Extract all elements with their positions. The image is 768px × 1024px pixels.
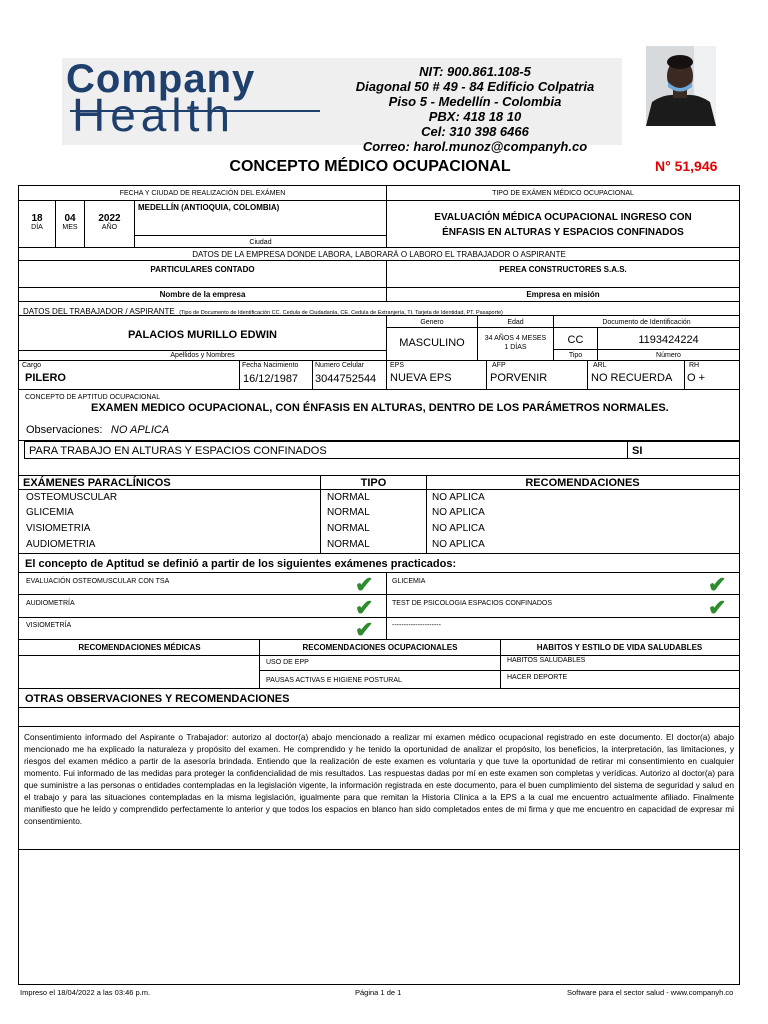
city-cell (134, 200, 387, 248)
rec-divider-2 (500, 655, 501, 689)
birth-value: 16/12/1987 (243, 373, 299, 385)
mission-company-name: PEREA CONSTRUCTORES S.A.S. (499, 265, 627, 274)
worker-header-note: (Tipo de Documento de Identificación CC. Cedula de Ciudadanía, CE. Cedula de Extranjería, TI. Tarjeta de Identidad, PT. Pasaporte) (179, 310, 503, 316)
eps-value: NUEVA EPS (390, 372, 452, 384)
arl-value: NO RECUERDA (591, 372, 673, 384)
month-cell (55, 200, 85, 248)
eps-cell (386, 360, 487, 390)
rh-label: RH (689, 362, 700, 369)
paraclinic-rec-3: NO APLICA (432, 523, 485, 534)
age-line2: 1 DÍAS (504, 344, 527, 351)
cargo-value: PILERO (25, 372, 66, 384)
practiced-left-1: EVALUACIÓN OSTEOMUSCULAR CON TSA (26, 578, 170, 585)
phone-value: 3044752544 (315, 373, 377, 385)
practiced-row-line-2 (18, 617, 740, 618)
afp-label: AFP (492, 362, 506, 369)
paraclinics-header-type: TIPO (320, 476, 427, 490)
rh-cell (684, 360, 740, 390)
observations-value: NO APLICA (110, 424, 170, 436)
work-heights-label: PARA TRABAJO EN ALTURAS Y ESPACIOS CONFINADOS (24, 441, 628, 459)
paraclinics-header-exam: EXÁMENES PARACLÍNICOS (19, 476, 321, 490)
cel-text: Cel: 310 398 6466 (421, 124, 529, 139)
mission-company-label: Empresa en misión (387, 287, 739, 302)
id-type-cell (553, 327, 598, 361)
exam-type-cell (386, 200, 740, 248)
paraclinic-exam-3: VISIOMETRIA (26, 523, 91, 534)
rh-value: O + (687, 372, 706, 384)
email-text: Correo: harol.munoz@companyh.co (362, 139, 588, 154)
observations-row (26, 420, 739, 438)
id-number-label: Número (598, 349, 739, 361)
worker-header: DATOS DEL TRABAJADOR / ASPIRANTE (23, 307, 175, 316)
paraclinic-rec-1: NO APLICA (432, 492, 485, 503)
worker-name: PALACIOS MURILLO EDWIN (128, 329, 277, 341)
cargo-cell (18, 360, 240, 390)
other-observations-header: OTRAS OBSERVACIONES Y RECOMENDACIONES (18, 688, 740, 708)
work-heights-value: SI (627, 441, 740, 459)
habit-rec-2: HACER DEPORTE (507, 674, 568, 681)
observations-label: Observaciones: (26, 424, 103, 436)
day-label: DÍA (31, 224, 43, 231)
company-header: DATOS DE LA EMPRESA DONDE LABORA, LABORARÁ O LABORO EL TRABAJADOR O ASPIRANTE (18, 247, 740, 261)
footer-software: Software para el sector salud - www.companyh.co (567, 988, 734, 997)
exam-type-header: TIPO DE EXÁMEN MÉDICO OCUPACIONAL (386, 185, 740, 201)
logo-company-text: Company (66, 57, 256, 101)
age-cell (477, 327, 554, 361)
paraclinic-type-3: NORMAL (327, 523, 370, 534)
practiced-row-line-1 (18, 594, 740, 595)
checkmark-icon: ✔ (708, 595, 727, 620)
nit-text: NIT: 900.861.108-5 (419, 64, 531, 79)
consent-text: Consentimiento informado del Aspirante o Trabajador: autorizo al doctor(a) abajo mencionado a realizar mi examen médico ocupacional registrado en este documento. El doctor(a) abajo mencionado me ha explicado la naturaleza y propósito del examen. He comprendido y he tenido la oportunidad de analizar el propósito, los beneficios, la interpretación, las limitaciones, y riesgos del examen médico a partir de la asesoría brindada. Entiendo que la realización de este examen es voluntaria y que tuve la oportunidad de retirar mi consentimiento en cualquier momento. Fui informado de las medidas para proteger la confidencialidad de mis resultados. Las respuestas dadas por mí en este examen son completas y verídicas. Autorizo al doctor(a) para que suministre a las personas o entidades contempladas en la legislación vigente, la información registrada en este documento, para el buen cumplimiento del sistema de seguridad y salud en el trabajo y para las situaciones contempladas en la misma legislación, igualmente para que remitan la Historia Clínica a la EPS a la cual me encuentro actualmente afiliado. Finalmente manifiesto que he leído y comprendido perfectamente lo anterior y que todos los espacios en blanco han sido completados entes de mi firma y que me encuentro en capacidad de expresar mi consentimiento. (24, 732, 734, 826)
paraclinics-divider-2 (426, 490, 427, 554)
phone-cell (312, 360, 387, 390)
address-text: Diagonal 50 # 49 - 84 Edificio Colpatria (355, 79, 595, 94)
paraclinics-divider-1 (320, 490, 321, 554)
age-label: Edad (477, 315, 554, 328)
year-cell (84, 200, 135, 248)
checkmark-icon: ✔ (355, 572, 374, 597)
aptitude-label: CONCEPTO DE APTITUD OCUPACIONAL (25, 394, 161, 401)
practiced-right-3: --------------------- (392, 622, 441, 629)
pbx-text: PBX: 418 18 10 (428, 109, 522, 124)
gender-label: Genero (386, 315, 478, 328)
arl-cell (587, 360, 685, 390)
month-label: MES (62, 224, 78, 231)
rec-divider-1 (259, 655, 260, 689)
checkmark-icon: ✔ (355, 595, 374, 620)
practiced-right-2: TEST DE PSICOLOGIA ESPACIOS CONFINADOS (392, 600, 552, 607)
gender-value: MASCULINO (386, 327, 478, 361)
floor-text: Piso 5 - Medellín - Colombia (388, 94, 562, 109)
year-label: AÑO (101, 224, 118, 231)
practiced-left-2: AUDIOMETRÍA (26, 600, 75, 607)
other-observations-body (18, 707, 740, 727)
checkmark-icon: ✔ (708, 572, 727, 597)
id-label: Documento de Identificación (553, 315, 740, 328)
paraclinics-header-rec: RECOMENDACIONES (426, 476, 739, 490)
cargo-label: Cargo (22, 362, 42, 369)
paraclinic-rec-4: NO APLICA (432, 539, 485, 550)
paraclinic-rec-2: NO APLICA (432, 507, 485, 518)
id-number-cell (597, 327, 740, 361)
afp-cell (486, 360, 588, 390)
arl-label: ARL (593, 362, 607, 369)
document-number: N° 51,946 (655, 158, 718, 174)
occupational-rec-1: USO DE EPP (266, 659, 309, 666)
company-name-cell (18, 260, 387, 302)
eps-label: EPS (390, 362, 405, 369)
birth-cell (239, 360, 313, 390)
aptitude-concept: EXAMEN MEDICO OCUPACIONAL, CON ÉNFASIS EN ALTURAS, DENTRO DE LOS PARÁMETROS NORMALES. (91, 402, 669, 414)
worker-name-cell (18, 315, 387, 361)
practiced-left-3: VISIOMETRÍA (26, 622, 72, 629)
rec-row-line (259, 670, 740, 671)
id-type-value: CC (567, 334, 584, 346)
company-contact-block (330, 64, 620, 154)
footer-printed: Impreso el 18/04/2022 a las 03:46 p.m. (20, 988, 151, 997)
exam-type-line1: EVALUACIÓN MÉDICA OCUPACIONAL INGRESO CON (434, 212, 692, 223)
exam-type-line2: ÉNFASIS EN ALTURAS Y ESPACIOS CONFINADOS (442, 227, 684, 238)
occupational-rec-header: RECOMENDACIONES OCUPACIONALES (259, 640, 501, 656)
occupational-rec-2: PAUSAS ACTIVAS E HIGIENE POSTURAL (266, 677, 402, 684)
medical-rec-header: RECOMENDACIONES MÉDICAS (19, 640, 260, 656)
logo-health-text: Health (72, 89, 235, 141)
day-value: 18 (31, 213, 43, 224)
day-cell (18, 200, 56, 248)
date-city-header: FECHA Y CIUDAD DE REALIZACIÓN DEL EXÁMEN (18, 185, 387, 201)
company-name: PARTICULARES CONTADO (150, 265, 255, 274)
patient-photo (646, 46, 716, 126)
phone-label: Numero Celular (315, 362, 365, 369)
practiced-right-1: GLICEMIA (392, 578, 426, 585)
practiced-divider (386, 572, 387, 640)
city-value: MEDELLÍN (ANTIOQUIA, COLOMBIA) (138, 203, 280, 212)
paraclinic-exam-1: OSTEOMUSCULAR (26, 492, 118, 503)
aptitude-block (18, 389, 740, 441)
document-title: CONCEPTO MÉDICO OCUPACIONAL (229, 158, 511, 175)
afp-value: PORVENIR (490, 372, 548, 384)
paraclinic-type-2: NORMAL (327, 507, 370, 518)
birth-label: Fecha Nacimiento (242, 362, 299, 369)
age-line1: 34 AÑOS 4 MESES (484, 335, 547, 342)
footer-page: Página 1 de 1 (355, 988, 402, 997)
worker-header-row (18, 301, 740, 316)
city-label: Ciudad (135, 235, 386, 248)
checkmark-icon: ✔ (355, 617, 374, 642)
practiced-header: El concepto de Aptitud se definió a partir de los siguientes exámenes practicados: (18, 553, 740, 573)
month-value: 04 (64, 213, 76, 224)
habits-header: HABITOS Y ESTILO DE VIDA SALUDABLES (500, 640, 739, 656)
id-type-label: Tipo (554, 349, 597, 361)
habit-rec-1: HABITOS SALUDABLES (507, 657, 586, 664)
paraclinic-exam-2: GLICEMIA (26, 507, 74, 518)
year-value: 2022 (98, 213, 121, 224)
mission-company-cell (386, 260, 740, 302)
id-number-value: 1193424224 (638, 334, 699, 346)
worker-name-label: Apellidos y Nombres (19, 350, 386, 361)
company-name-label: Nombre de la empresa (19, 287, 386, 302)
paraclinic-type-4: NORMAL (327, 539, 370, 550)
signature-area (18, 849, 740, 985)
paraclinic-type-1: NORMAL (327, 492, 370, 503)
paraclinic-exam-4: AUDIOMETRIA (26, 539, 96, 550)
